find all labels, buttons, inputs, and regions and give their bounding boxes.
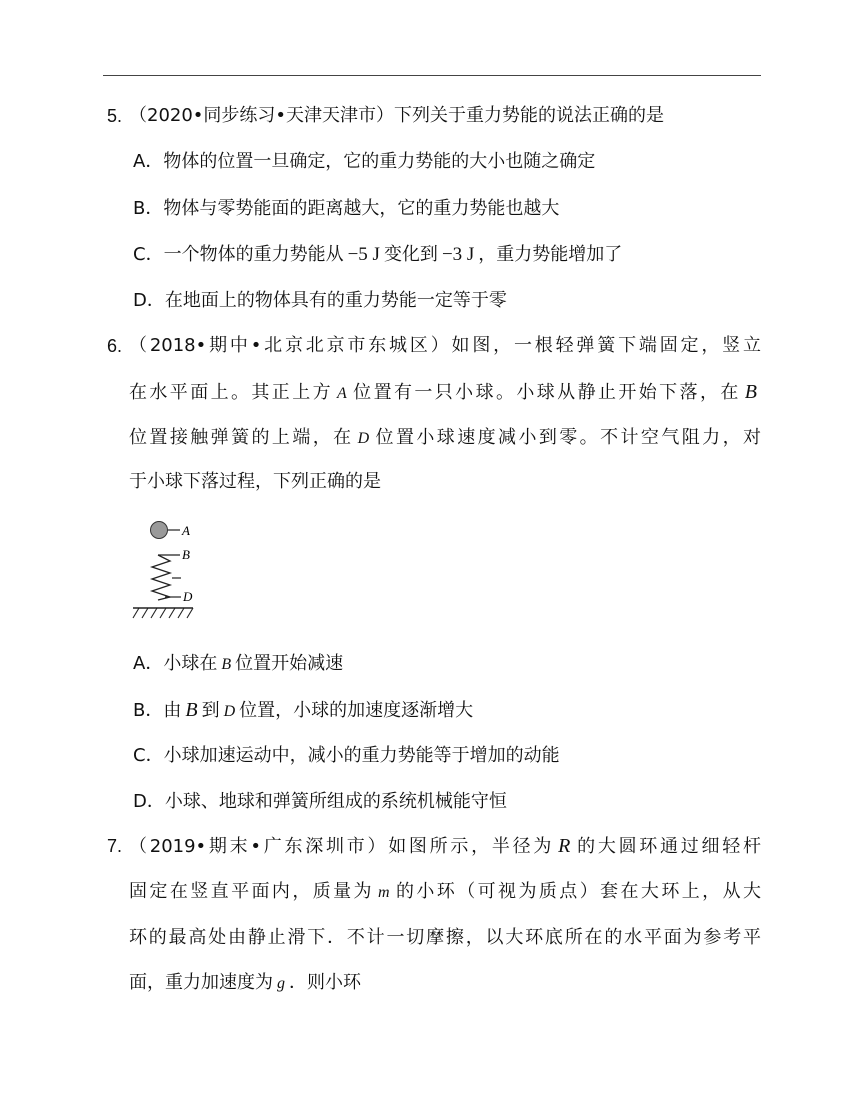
energy-value-1: −5 J: [347, 244, 380, 265]
label-d: D: [183, 589, 193, 604]
q5-option-b: B．物体与零势能面的距离越大，它的重力势能也越大: [133, 198, 560, 219]
q7-stem-line-1: （2019•期末•广东深圳市）如图所示，半径为 R 的大圆环通过细轻杆: [129, 835, 762, 857]
q6-stem-line-4: 于小球下落过程，下列正确的是: [129, 471, 381, 492]
energy-value-2: −3 J: [441, 244, 475, 265]
q6-stem-line-2: 在水平面上。其正上方 A 位置有一只小球。小球从静止开始下落，在 B: [129, 381, 757, 403]
q7-stem-line-2: 固定在竖直平面内，质量为 m 的小环（可视为质点）套在大环上，从大: [129, 881, 762, 902]
spring: [152, 555, 170, 600]
question-5-stem: （2020•同步练习•天津天津市）下列关于重力势能的说法正确的是: [129, 105, 665, 126]
label-a: A: [182, 523, 190, 538]
q7-stem-line-3: 环的最高处由静止滑下．不计一切摩擦，以大环底所在的水平面为参考平: [129, 927, 761, 948]
q6-option-d: D．小球、地球和弹簧所组成的系统机械能守恒: [133, 791, 507, 812]
question-5-number: 5.: [107, 106, 123, 126]
q5-option-c: C．一个物体的重力势能从 −5 J 变化到 −3 J ，重力势能增加了: [133, 244, 623, 265]
label-b: B: [182, 547, 190, 562]
header-rule: [103, 75, 761, 76]
spring-ball-figure: [125, 512, 215, 624]
q6-option-c: C．小球加速运动中，减小的重力势能等于增加的动能: [133, 745, 560, 766]
q6-stem-line-3: 位置接触弹簧的上端，在 D 位置小球速度减小到零。不计空气阻力，对: [129, 427, 762, 448]
question-6-number: 6.: [107, 336, 123, 356]
q7-stem-line-4: 面，重力加速度为 g ．则小环: [129, 972, 361, 993]
q5-option-a: A．物体的位置一旦确定，它的重力势能的大小也随之确定: [133, 151, 596, 172]
question-7-number: 7.: [107, 836, 123, 856]
ball: [151, 522, 168, 539]
q5-option-d: D．在地面上的物体具有的重力势能一定等于零: [133, 290, 507, 311]
q6-option-b: B．由 B 到 D 位置，小球的加速度逐渐增大: [133, 699, 474, 721]
q6-stem-line-1: （2018•期中•北京北京市东城区）如图，一根轻弹簧下端固定，竖立: [129, 335, 761, 356]
q6-option-a: A．小球在 B 位置开始减速: [133, 653, 344, 674]
